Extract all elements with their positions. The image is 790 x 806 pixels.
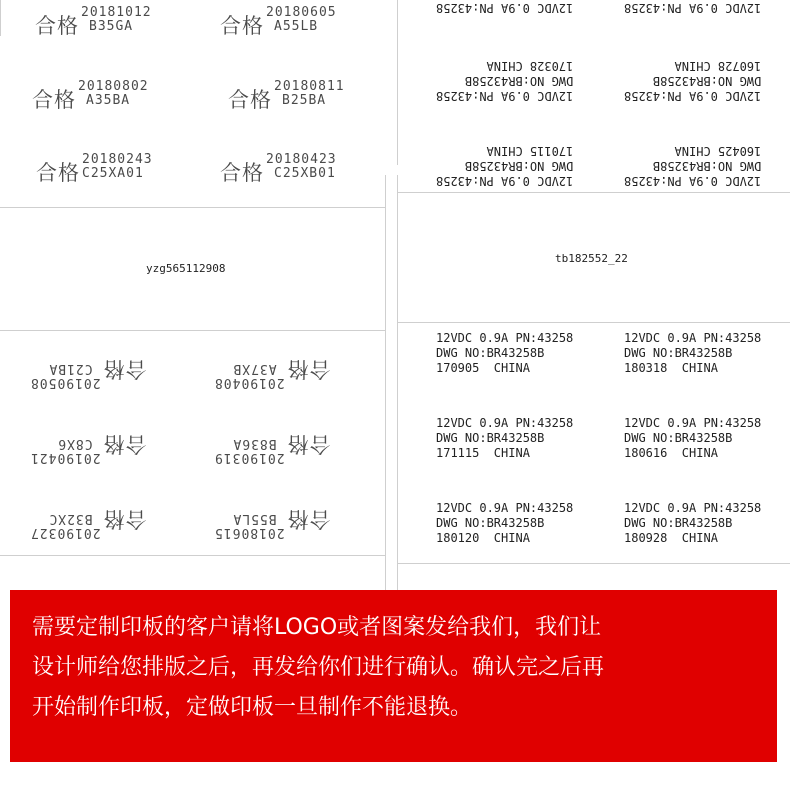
shop-id-right: tb182552_22 — [555, 252, 628, 265]
stamp-date: 20180811 — [274, 79, 345, 94]
label-flipped-5: 12VDC 0.9A PN:43258 DWG NO:BR43258B 170115 CHINA — [436, 144, 574, 188]
label-flipped-2: 12VDC 0.9A PN:43258 — [624, 1, 762, 15]
label-6: 12VDC 0.9A PN:43258 DWG NO:BR43258B 180928 CHINA — [624, 501, 762, 545]
stamp-top-6 — [220, 153, 337, 187]
stamp-top-1 — [35, 6, 152, 40]
left-edge-mark — [0, 0, 1, 36]
notice-line-3: 开始制作印板，定做印板一旦制作不能退换。 — [32, 695, 473, 720]
label-flipped-1: 12VDC 0.9A PN:43258 — [436, 1, 574, 15]
h-divider-left-3 — [0, 555, 385, 556]
stamp-code: C8X6 — [57, 436, 93, 451]
stamp-code: C21BA — [48, 361, 93, 376]
stamp-zh: 合格 — [220, 161, 264, 185]
stamp-zh: 合格 — [102, 507, 147, 531]
h-divider-right-3 — [397, 563, 790, 564]
shop-id-left: yzg565112908 — [146, 262, 226, 275]
stamp-date: 20181012 — [81, 5, 152, 20]
stamp-bottom-2 — [214, 355, 331, 389]
h-divider-right-1 — [397, 192, 790, 193]
notice-banner — [10, 590, 777, 762]
label-5: 12VDC 0.9A PN:43258 DWG NO:BR43258B 180120 CHINA — [436, 501, 574, 545]
stamp-code: C25XA01 — [82, 166, 144, 181]
label-4: 12VDC 0.9A PN:43258 DWG NO:BR43258B 180616 CHINA — [624, 416, 762, 460]
stamp-bottom-6 — [214, 505, 331, 539]
stamp-code: B55LA — [232, 511, 277, 526]
stamp-top-3 — [32, 80, 149, 114]
stamp-zh: 合格 — [220, 14, 264, 38]
label-3: 12VDC 0.9A PN:43258 DWG NO:BR43258B 171115 CHINA — [436, 416, 574, 460]
stamp-zh: 合格 — [228, 88, 272, 112]
stamp-zh: 合格 — [36, 161, 80, 185]
stamp-code: A37XB — [232, 361, 277, 376]
stamp-code: B25BA — [282, 93, 327, 108]
stamp-bottom-4 — [214, 430, 331, 464]
stamp-code: A35BA — [86, 93, 131, 108]
notice-text — [32, 608, 762, 728]
stamp-date: 20190421 — [30, 450, 101, 465]
notice-line-2: 设计师给您排版之后，再发给你们进行确认。确认完之后再 — [32, 655, 605, 680]
vertical-divider-top — [397, 0, 398, 165]
stamp-top-2 — [220, 6, 337, 40]
stamp-code: A55LB — [274, 19, 319, 34]
stamp-date: 20180802 — [78, 79, 149, 94]
stamp-date: 20190327 — [30, 525, 101, 540]
stamp-date: 20180243 — [82, 152, 153, 167]
stamp-date: 20190408 — [214, 375, 285, 390]
stamp-code: C25XB01 — [274, 166, 336, 181]
stamp-code: B32XC — [48, 511, 93, 526]
label-flipped-6: 12VDC 0.9A PN:43258 DWG NO:BR43258B 160425 CHINA — [624, 144, 762, 188]
stamp-top-4 — [228, 80, 345, 114]
stamp-zh: 合格 — [286, 507, 331, 531]
h-divider-right-2 — [397, 322, 790, 323]
stamp-date: 20190319 — [214, 450, 285, 465]
stamp-bottom-1 — [30, 355, 147, 389]
stamp-bottom-3 — [30, 430, 147, 464]
stamp-date: 20190508 — [30, 375, 101, 390]
label-flipped-4: 12VDC 0.9A PN:43258 DWG NO:BR43258B 160728 CHINA — [624, 59, 762, 103]
h-divider-left-2 — [0, 330, 385, 331]
stamp-zh: 合格 — [102, 357, 147, 381]
label-flipped-3: 12VDC 0.9A PN:43258 DWG NO:BR43258B 170328 CHINA — [436, 59, 574, 103]
v-divider-right — [397, 175, 398, 590]
stamp-zh: 合格 — [35, 14, 79, 38]
v-divider-left — [385, 175, 386, 590]
stamp-zh: 合格 — [286, 432, 331, 456]
notice-line-1: 需要定制印板的客户请将LOGO或者图案发给我们，我们让 — [32, 615, 602, 640]
label-2: 12VDC 0.9A PN:43258 DWG NO:BR43258B 180318 CHINA — [624, 331, 762, 375]
stamp-code: B836A — [232, 436, 277, 451]
stamp-date: 20180423 — [266, 152, 337, 167]
h-divider-left-1 — [0, 207, 385, 208]
stamp-zh: 合格 — [32, 88, 76, 112]
stamp-code: B35GA — [89, 19, 134, 34]
stamp-date: 20180615 — [214, 525, 285, 540]
stamp-bottom-5 — [30, 505, 147, 539]
stamp-top-5 — [36, 153, 153, 187]
stamp-date: 20180605 — [266, 5, 337, 20]
stamp-zh: 合格 — [102, 432, 147, 456]
stamp-zh: 合格 — [286, 357, 331, 381]
label-1: 12VDC 0.9A PN:43258 DWG NO:BR43258B 170905 CHINA — [436, 331, 574, 375]
